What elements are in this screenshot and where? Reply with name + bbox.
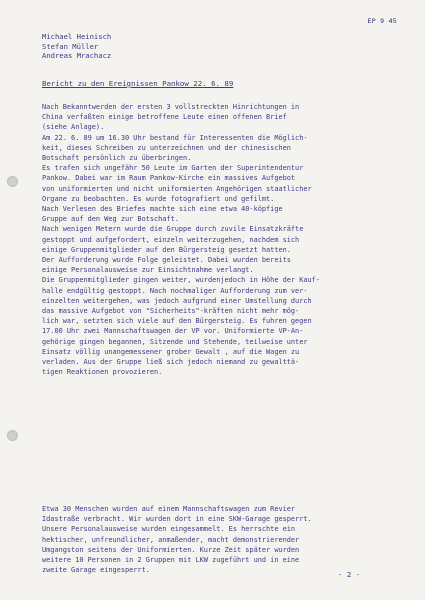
- text-line: Am 22. 6. 89 um 16.30 Uhr bestand für Interessenten die Möglich-: [42, 133, 308, 142]
- text-line: das massive Aufgebot von "Sicherheits"-kräften nicht mehr mög-: [42, 307, 300, 316]
- text-line: Umgangston seitens der Uniformierten. Kurze Zeit später wurden: [42, 545, 300, 554]
- text-line: tigen Reaktionen provozieren.: [42, 368, 163, 377]
- author-name: Andreas Mrachacz: [42, 51, 112, 61]
- text-line: Idastraße verbracht. Wir wurden dort in eine SKW-Garage gesperrt.: [42, 515, 312, 524]
- report-paragraph: [42, 504, 402, 575]
- author-list: [42, 32, 111, 61]
- text-line: weitere 10 Personen in 2 Gruppen mit LKW zugeführt und in eine: [42, 556, 300, 565]
- text-line: Gruppe auf den Weg zur Botschaft.: [42, 215, 179, 224]
- report-title: Bericht zu den Ereignissen Pankow 22. 6. 89: [42, 79, 234, 88]
- text-line: Unsere Personalausweise wurden eingesammelt. Es herrschte ein: [42, 525, 296, 534]
- text-line: Die Gruppenmitglieder gingen weiter, wurdenjedoch in Höhe der Kauf-: [42, 276, 320, 285]
- text-line: hektischer, unfreundlicher, anmaßender, macht demonstrierender: [42, 535, 300, 544]
- text-line: Nach Verlesen des Briefes machte sich eine etwa 40-köpfige: [42, 205, 283, 214]
- text-line: Botschaft persönlich zu überbringen.: [42, 154, 192, 163]
- text-line: Pankow. Dabei war im Raum Pankow-Kirche ein massives Aufgebot: [42, 174, 296, 183]
- text-line: Nach Bekanntwerden der ersten 3 vollstreckten Hinrichtungen in: [42, 103, 300, 111]
- text-line: Der Aufforderung wurde Folge geleistet. Dabei wurden bereits: [42, 256, 291, 265]
- text-line: Es trafen sich ungefähr 50 Leute im Garten der Superintendentur: [42, 164, 304, 173]
- text-line: Etwa 30 Menschen wurden auf einem Mannschaftswagen zum Revier: [42, 505, 296, 513]
- text-line: einige Gruppenmitglieder auf den Bürgersteig gesetzt hatten.: [42, 245, 291, 254]
- page-number: - 2 -: [338, 570, 361, 579]
- text-line: gestoppt und aufgefordert, einzeln weiterzugehen, nachdem sich: [42, 235, 300, 244]
- author-name: Michael Heinisch: [42, 32, 112, 41]
- text-line: keit, dieses Schreiben zu unterzeichnen und der chinesischen: [42, 143, 291, 152]
- author-name: Stefan Müller: [42, 41, 99, 51]
- text-line: einzelten weitergehen, was jedoch aufgrund einer Umstellung durch: [42, 296, 312, 305]
- report-paragraph: [42, 102, 402, 377]
- archive-id: EP 9 45: [367, 17, 397, 25]
- text-line: (siehe Anlage).: [42, 123, 105, 132]
- text-line: einige Personalausweise zur Einsichtnahme verlangt.: [42, 266, 254, 275]
- text-line: von uniformierten und nicht uniformierten Angehörigen staatlicher: [42, 184, 312, 193]
- text-line: Organe zu beobachten. Es wurde fotografiert und gefilmt.: [42, 194, 275, 203]
- text-line: Einsatz völlig unangemessener grober Gewalt , auf die Wagen zu: [42, 347, 300, 356]
- text-line: Nach wenigen Metern wurde die Gruppe durch zuvile Einsatzkräfte: [42, 225, 304, 234]
- punch-hole: [7, 176, 18, 187]
- text-line: halle endgültig gestoppt. Nach nochmaliger Aufforderung zum ver-: [42, 286, 308, 295]
- punch-hole: [7, 430, 18, 441]
- text-line: lich war, setzten sich viele auf den Bürgersteig. Es fuhren gegen: [42, 317, 312, 326]
- text-line: zweite Garage eingesperrt.: [42, 566, 150, 575]
- text-line: verladen. Aus der Gruppe ließ sich jedoch niemand zu gewalttä-: [42, 358, 300, 367]
- text-line: China verfaßten einige betroffene Leute einen offenen Brief: [42, 113, 287, 122]
- text-line: gehörige gingen begannen, Sitzende und Stehende, teilweise unter: [42, 337, 308, 346]
- text-line: 17.00 Uhr zwei Mannschaftswagen der VP vor. Uniformierte VP-An-: [42, 327, 304, 336]
